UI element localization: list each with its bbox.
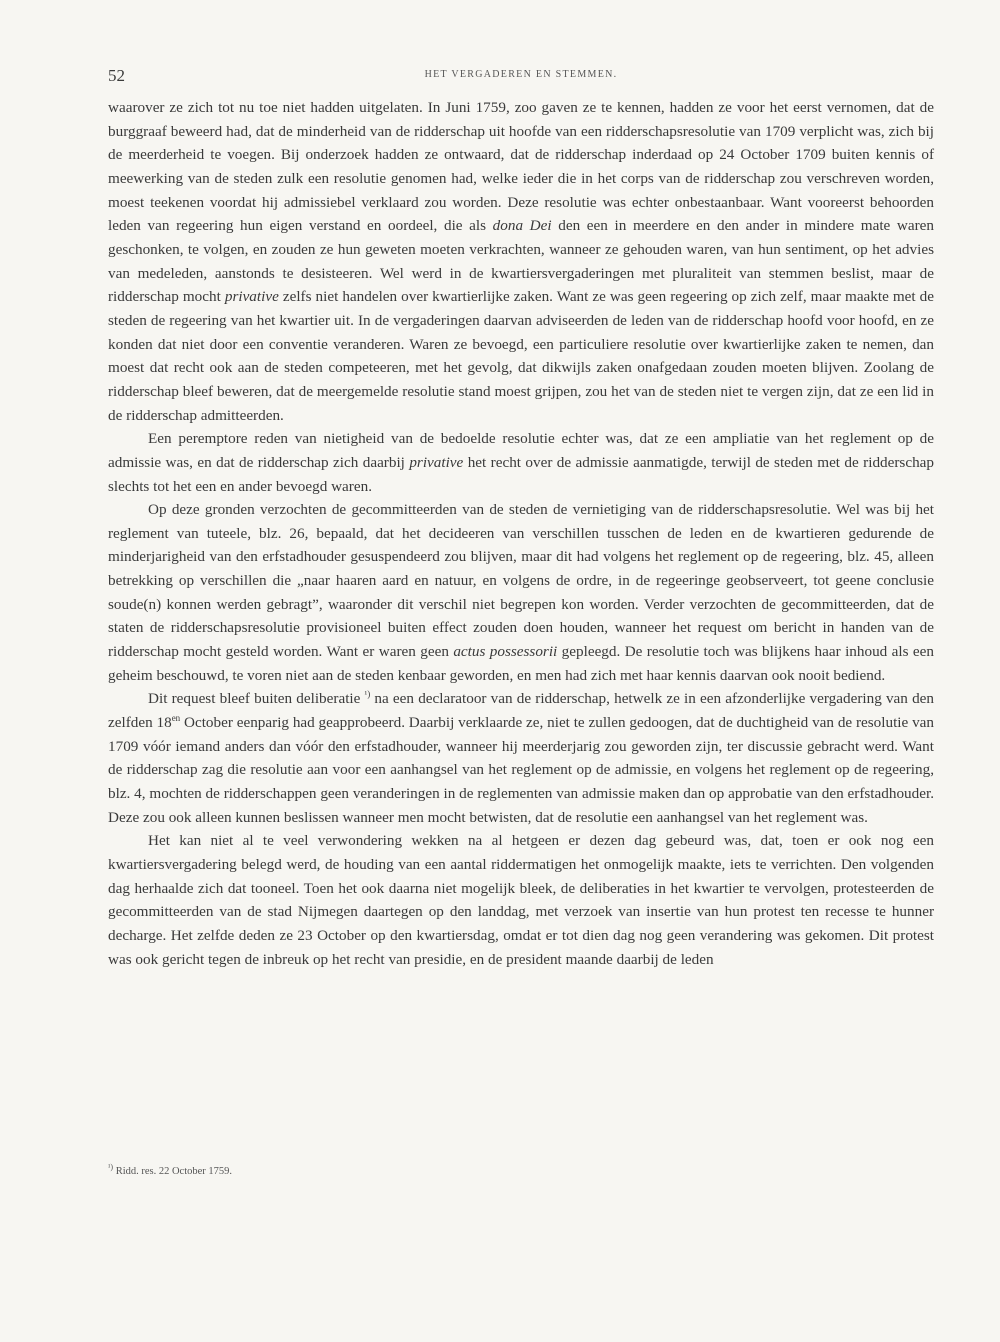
running-title: HET VERGADEREN EN STEMMEN. [424,69,618,80]
text-run: Het kan niet al te veel verwondering wekken na al hetgeen er dezen dag gebeurd was, dat, toen er ook nog een kwartiersvergadering belegd werd, de houding van een aantal riddermatigen het onmogelijk maakte, iets te verrichten. Den volgenden dag herhaalde zich dat tooneel. Toen het ook daarna niet mogelijk bleek, de deliberaties in het kwartier te vervolgen, protesteerden de gecommitteerden van de stad Nijmegen daartegen op den landdag, met verzoek van insertie van hun protest ten recesse te hunner decharge. Het zelfde deden ze 23 October op den kwartiersdag, omdat er tot dien dag nog geen verandering was gekomen. Dit protest was ook gericht tegen de inbreuk op het recht van presidie, en de president maande daarbij de leden [108,832,934,968]
page-number: 52 [108,66,125,85]
text-run: October eenparig had geapprobeerd. Daarbij verklaarde ze, niet te zullen gedoogen, dat de duchtigheid van de resolutie van 1709 vóór iemand anders dan vóór den erfstadhouder, wanneer hij meerderjarig zou geworden zijn, ter discussie gebracht werd. Want de ridderschap zag die resolutie aan voor een aanhangsel van het reglement op de admissie, en volgens het reglement op de regeering, blz. 4, mochten de ridderschappen geen veranderingen in de reglementen van admissie maken dan op approbatie van den erfstadhouder. Deze zou ook alleen kunnen beslissen wanneer men mocht betwisten, dat de resolutie een aanhangsel van het reglement was. [108,714,934,826]
text-run: Dit request bleef buiten deliberatie [148,690,365,708]
paragraph [108,829,934,971]
italic-term: dona Dei [492,217,552,235]
text-run: gepleegd. De resolutie toch was blijkens haar inhoud als een geheim beschouwd, te voren niet aan de steden kenbaar geworden, en men had zich met haar kennis daarvan ook nooit bediend. [108,643,934,684]
footnote-number: ¹) [108,1162,114,1172]
text-run: het recht over de admissie aanmatigde, terwijl de steden met de ridderschap slechts tot het een en ander bevoegd waren. [108,453,935,495]
text-run: den een in meerdere en den ander in mindere mate waren geschonken, te volgen, en zouden ze hun geweten moeten verkrachten, wanneer ze gehouden waren, van hun sentiment, op het advies van medeleden, aanstonds te desisteeren. Wel werd in de kwartiersvergaderingen met pluraliteit van stemmen beslist, maar de ridderschap mocht [108,217,935,306]
italic-term: privative [409,453,464,471]
body-text [108,96,934,971]
footnote-text: Ridd. res. 22 October 1759. [113,1166,233,1177]
text-run: Op deze gronden verzochten de gecommitteerden van de steden de vernietiging van de ridderschapsresolutie. Wel was bij het reglement van tuteele, blz. 26, bepaald, dat het decideeren van verschillen tusschen de leden en de kwartieren gedurende de minderjarigheid van den erfstadhouder gesuspendeerd zou blijven, maar dit had volgens het reglement op de regeering, blz. 45, alleen betrekking op verschillen die „naar haaren aard en natuur, en volgens de ordre, in de regeeringe geobserveert, tot geene conclusie soude(n) konnen werden gebragt”, waaronder dit verschil niet begrepen kon worden. Verder verzochten de gecommitteerden, dat de staten de ridderschapsresolutie provisioneel buiten effect zouden doen houden, wanneer het request om bericht in handen van de ridderschap mocht gesteld worden. Want er waren geen [108,501,934,661]
paragraph [108,498,934,687]
footnote [108,1162,233,1177]
text-run: na een declaratoor van de ridderschap, hetwelk ze in een afzonderlijke vergadering van den zelfden 18 [108,690,934,732]
paragraph [108,96,934,427]
paragraph [108,687,934,829]
text-run: zelfs niet handelen over kwartierlijke zaken. Want ze was geen regeering op zich zelf, maar maakte met de steden de regeering van het kwartier uit. In de vergaderingen daarvan adviseerden de leden van de ridderschap hoofd voor hoofd, en ze konden dat niet door een conventie veranderen. Waren ze bevoegd, een particuliere resolutie over kwartierlijke zaken te nemen, dan moest dat recht ook aan de steden competeeren, met het gevolg, dat dikwijls zaken onafgedaan zouden moeten blijven. Zoolang de ridderschap bleef beweren, dat de meergemelde resolutie stand moest grijpen, zou het van de steden niet te vergen zijn, dat ze een lid in de ridderschap admitteerden. [108,288,934,424]
italic-term: actus possessorii [453,643,558,661]
text-run: waarover ze zich tot nu toe niet hadden uitgelaten. In Juni 1759, zoo gaven ze te kennen, hadden ze voor het eerst vernomen, dat de burggraaf beweerd had, dat de minderheid van de ridderschap uit hoofde van een ridderschapsresolutie van 1709 verplicht was, zich bij de meerderheid te voegen. Bij onderzoek hadden ze ontwaard, dat de ridderschap inderdaad op 24 October 1709 buiten kennis of meewerking van de steden zulk een resolutie genomen had, welke ieder die in het corps van de ridderschap zou verschreven worden, moest teekenen voordat hij admissiebel verklaard zou worden. Deze resolutie was echter onbestaanbaar. Want vooreerst behoorden leden van regeering hun eigen verstand en oordeel, die als [108,99,934,235]
page-header [108,66,934,86]
footnote-reference[interactable]: ¹) [364,689,371,700]
paragraph [108,427,934,498]
ordinal-superscript: en [171,713,181,723]
italic-term: privative [224,288,279,306]
text-run: Een peremptore reden van nietigheid van de bedoelde resolutie echter was, dat ze een ampliatie van het reglement op de admissie was, en dat de ridderschap zich daarbij [108,430,934,471]
